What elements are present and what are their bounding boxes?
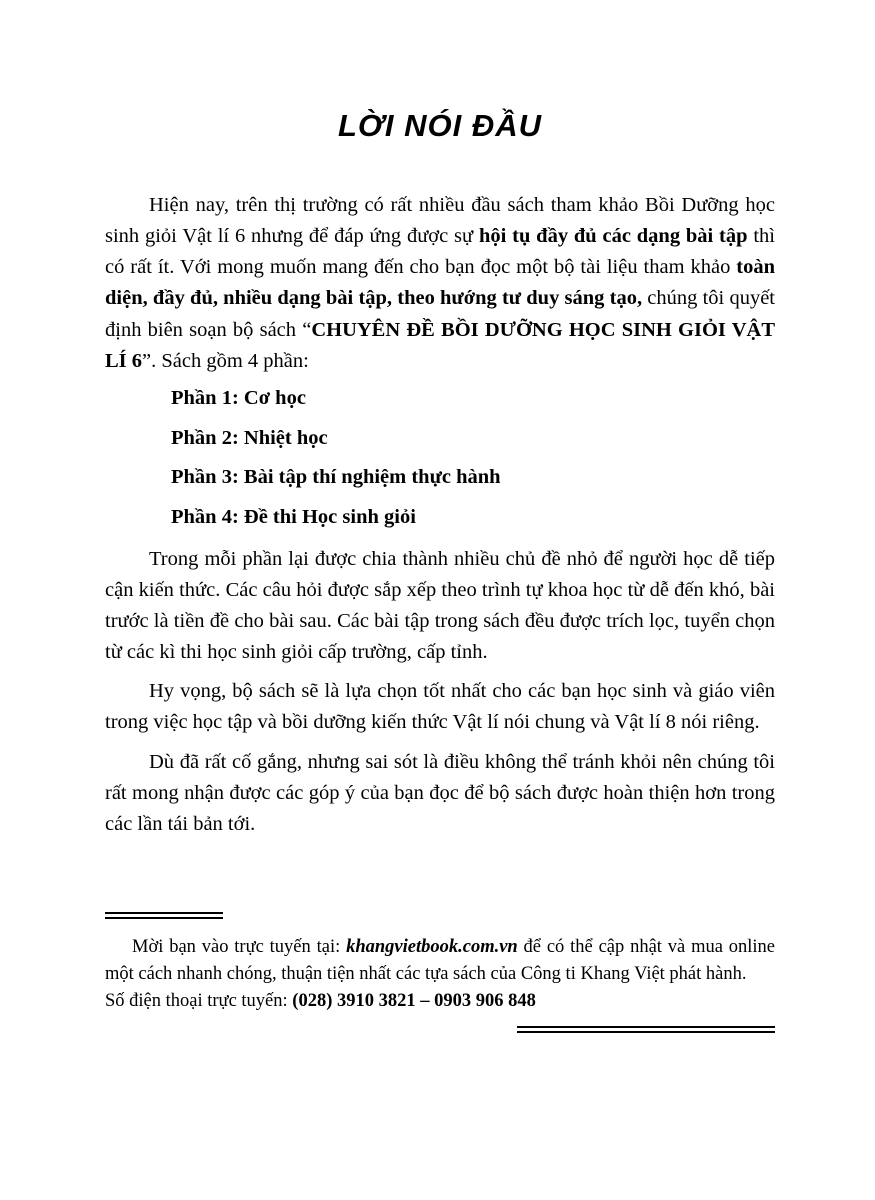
part-item-4: Phần 4: Đề thi Học sinh giỏi xyxy=(171,505,416,528)
body-paragraph-2: Hy vọng, bộ sách sẽ là lựa chọn tốt nhất cho các bạn học sinh và giáo viên trong việc học tập và bồi dưỡng kiến thức Vật lí nói chung và Vật lí 8 nói riêng. xyxy=(105,680,775,734)
part-item-1: Phần 1: Cơ học xyxy=(171,386,306,409)
divider-top xyxy=(105,912,223,919)
footer-line-2: Số điện thoại trực tuyến: (028) 3910 3821 – 0903 906 848 xyxy=(105,990,536,1011)
page-title: LỜI NÓI ĐẦU xyxy=(337,108,542,143)
divider-bottom xyxy=(517,1026,775,1033)
footer-line-1: Mời bạn vào trực tuyến tại: khangvietbook.com.vn để có thể cập nhật và mua online một cách nhanh chóng, thuận tiện nhất các tựa sách của Công ti Khang Việt phát hành. xyxy=(105,937,775,984)
body-paragraph-3: Dù đã rất cố gắng, nhưng sai sót là điều không thể tránh khỏi nên chúng tôi rất mong nhận được các góp ý của bạn đọc để bộ sách được hoàn thiện hơn trong các lần tái bản tới. xyxy=(105,750,775,835)
part-item-2: Phần 2: Nhiệt học xyxy=(171,426,328,449)
body-paragraph-1: Trong mỗi phần lại được chia thành nhiều chủ đề nhỏ để người học dễ tiếp cận kiến thức. Các câu hỏi được sắp xếp theo trình tự khoa học từ dễ đến khó, bài trước là tiền đề cho bài sau. Các bài tập trong sách đều được trích lọc, tuyển chọn từ các kì thi học sinh giỏi cấp trường, cấp tỉnh. xyxy=(105,547,775,664)
publisher-note xyxy=(105,912,775,1033)
parts-list xyxy=(105,385,775,532)
part-item-3: Phần 3: Bài tập thí nghiệm thực hành xyxy=(171,466,501,489)
intro-paragraph: Hiện nay, trên thị trường có rất nhiều đầu sách tham khảo Bồi Dưỡng học sinh giỏi Vật lí 6 nhưng để đáp ứng được sự hội tụ đầy đủ các dạng bài tập thì có rất ít. Với mong muốn mang đến cho bạn đọc một bộ tài liệu tham khảo toàn diện, đầy đủ, nhiều dạng bài tập, theo hướng tư duy sáng tạo, chúng tôi quyết định biên soạn bộ sách “CHUYÊN ĐỀ BỒI DƯỠNG HỌC SINH GIỎI VẬT LÍ 6”. Sách gồm 4 phần: xyxy=(105,194,776,372)
